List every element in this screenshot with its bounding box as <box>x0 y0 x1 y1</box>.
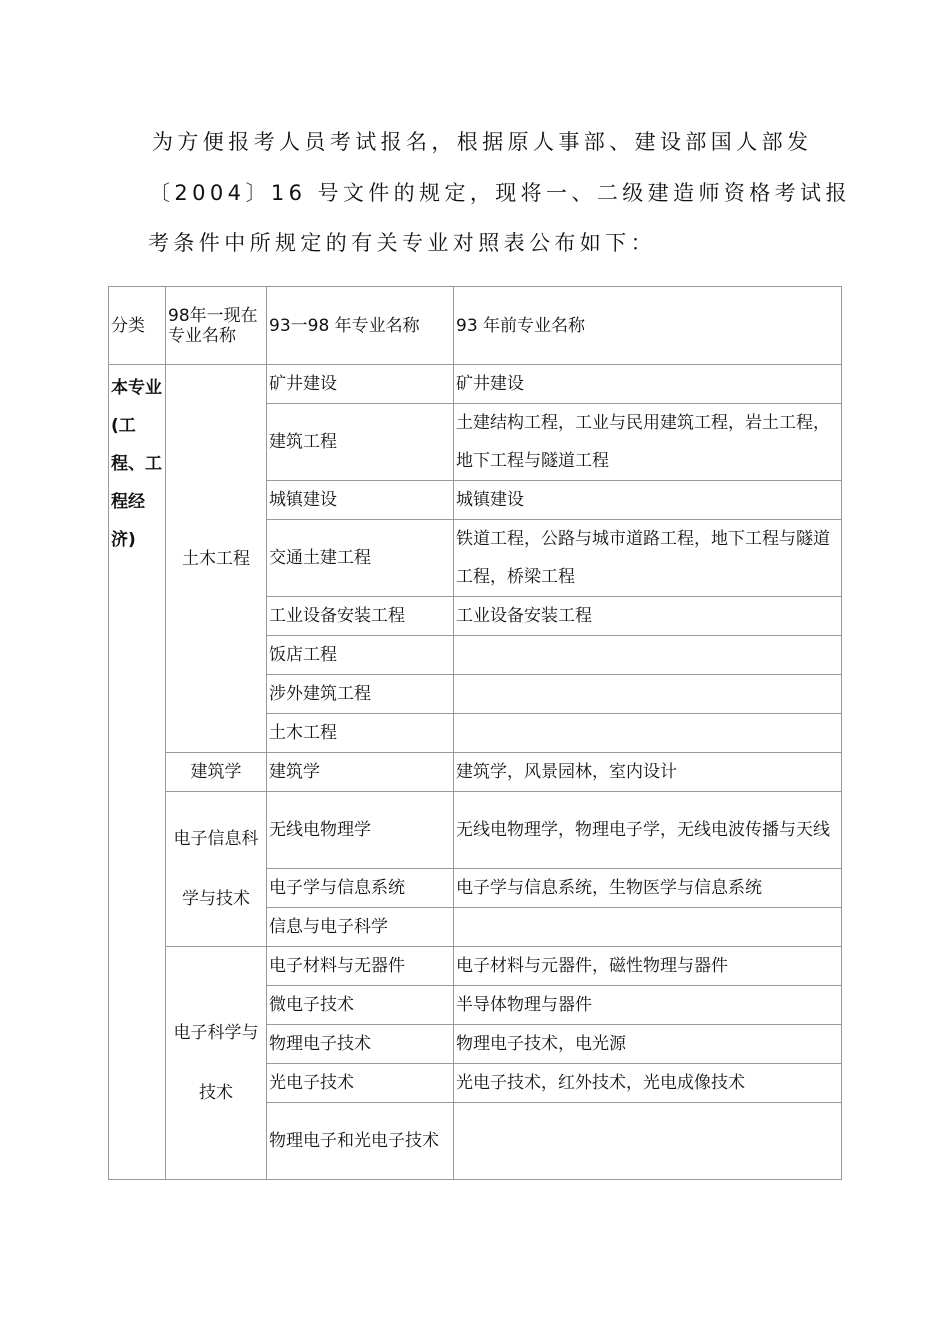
name-pre93-cell: 半导体物理与器件 <box>454 986 842 1025</box>
major-cell <box>166 792 267 947</box>
name-93-98-cell: 城镇建设 <box>267 481 454 520</box>
name-pre93-cell: 物理电子技术，电光源 <box>454 1025 842 1064</box>
name-pre93-cell: 电子学与信息系统，生物医学与信息系统 <box>454 869 842 908</box>
major-comparison-table <box>108 286 842 1180</box>
name-pre93-cell: 铁道工程，公路与城市道路工程，地下工程与隧道工程，桥梁工程 <box>454 520 842 597</box>
name-pre93-cell: 城镇建设 <box>454 481 842 520</box>
name-93-98-cell: 物理电子和光电子技术 <box>267 1103 454 1180</box>
table-row <box>109 753 842 792</box>
name-93-98-cell: 光电子技术 <box>267 1064 454 1103</box>
name-93-98-cell: 工业设备安装工程 <box>267 597 454 636</box>
name-93-98-cell: 涉外建筑工程 <box>267 675 454 714</box>
name-pre93-cell <box>454 675 842 714</box>
table-row <box>109 365 842 404</box>
major-label: 电子科学与技术 <box>173 1023 259 1103</box>
name-pre93-cell: 电子材料与元器件，磁性物理与器件 <box>454 947 842 986</box>
category-cell: 本专业(工程、工程经济) <box>109 365 166 1180</box>
name-pre93-cell <box>454 1103 842 1180</box>
intro-line-2: 〔2004〕16 号文件的规定，现将一、二级建造师资格考试报 <box>149 181 851 205</box>
name-93-98-cell: 无线电物理学 <box>267 792 454 869</box>
table-row <box>109 792 842 869</box>
major-cell <box>166 947 267 1180</box>
name-pre93-cell: 无线电物理学，物理电子学，无线电波传播与天线 <box>454 792 842 869</box>
name-93-98-cell: 信息与电子科学 <box>267 908 454 947</box>
name-93-98-cell: 饭店工程 <box>267 636 454 675</box>
name-pre93-cell <box>454 636 842 675</box>
table-row <box>109 947 842 986</box>
name-93-98-cell: 电子材料与无器件 <box>267 947 454 986</box>
major-label: 电子信息科学与技术 <box>173 829 259 909</box>
major-cell: 土木工程 <box>166 365 267 753</box>
name-pre93-cell: 建筑学，风景园林，室内设计 <box>454 753 842 792</box>
name-93-98-cell: 物理电子技术 <box>267 1025 454 1064</box>
intro-line-3: 考条件中所规定的有关专业对照表公布如下： <box>148 231 656 255</box>
intro-line-1: 为方便报考人员考试报名，根据原人事部、建设部国人部发 <box>152 130 813 154</box>
header-category: 分类 <box>109 287 166 365</box>
name-93-98-cell: 微电子技术 <box>267 986 454 1025</box>
name-pre93-cell: 光电子技术，红外技术，光电成像技术 <box>454 1064 842 1103</box>
name-pre93-cell: 土建结构工程，工业与民用建筑工程，岩土工程，地下工程与隧道工程 <box>454 404 842 481</box>
major-cell: 建筑学 <box>166 753 267 792</box>
name-93-98-cell: 土木工程 <box>267 714 454 753</box>
name-pre93-cell <box>454 714 842 753</box>
header-current-name: 98年一现在专业名称 <box>166 287 267 365</box>
name-pre93-cell: 工业设备安装工程 <box>454 597 842 636</box>
name-93-98-cell: 建筑学 <box>267 753 454 792</box>
header-name-pre93: 93 年前专业名称 <box>454 287 842 365</box>
name-93-98-cell: 矿井建设 <box>267 365 454 404</box>
table-header-row <box>109 287 842 365</box>
name-93-98-cell: 交通土建工程 <box>267 520 454 597</box>
header-name-93-98: 93一98 年专业名称 <box>267 287 454 365</box>
name-pre93-cell <box>454 908 842 947</box>
name-93-98-cell: 建筑工程 <box>267 404 454 481</box>
name-93-98-cell: 电子学与信息系统 <box>267 869 454 908</box>
name-pre93-cell: 矿井建设 <box>454 365 842 404</box>
